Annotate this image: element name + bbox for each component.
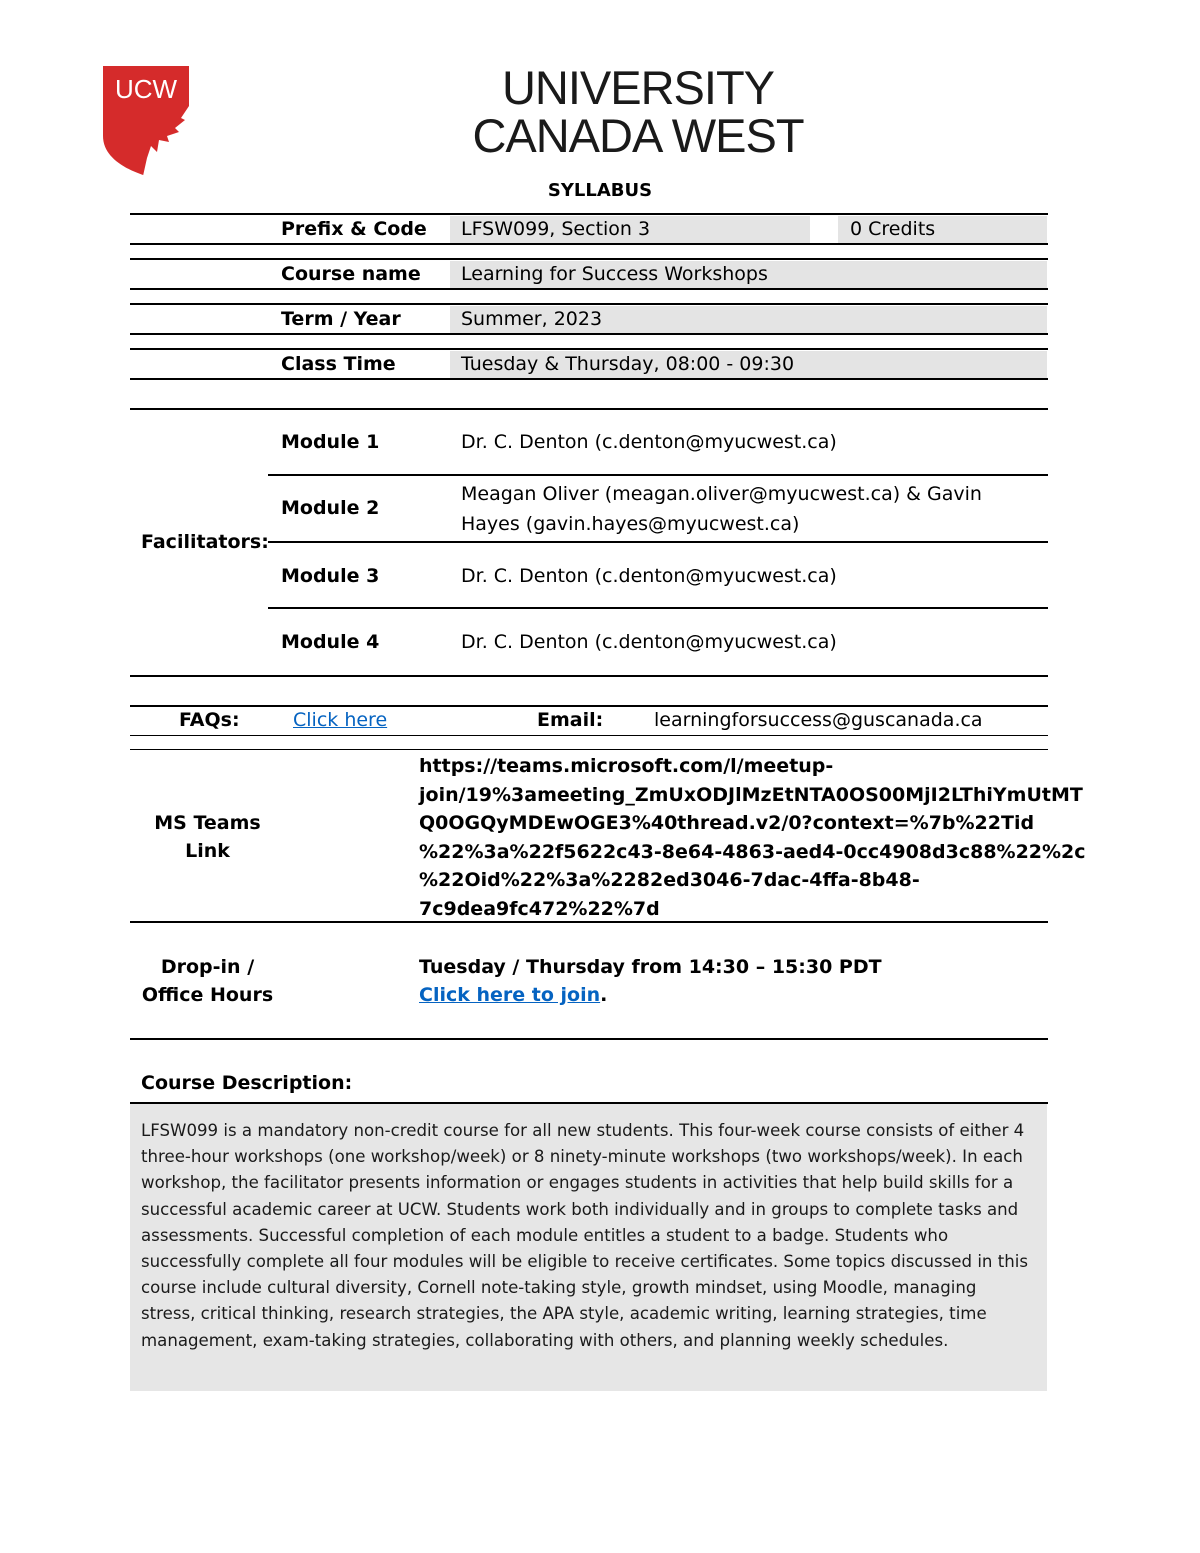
credits-value: 0 Credits (850, 218, 936, 240)
teams-url-line: https://teams.microsoft.com/l/meetup- (419, 755, 834, 777)
module-1-facilitator: Dr. C. Denton (c.denton@myucwest.ca) (461, 431, 837, 453)
prefix-label: Prefix & Code (281, 218, 427, 240)
university-line-1: UNIVERSITY (501, 61, 775, 114)
facilitators-label: Facilitators: (141, 531, 269, 553)
logo-text: UCW (114, 74, 178, 104)
module-3-facilitator: Dr. C. Denton (c.denton@myucwest.ca) (461, 565, 837, 587)
divider (130, 675, 1048, 677)
teams-label-line-1: MS Teams (154, 812, 261, 834)
ucw-logo (103, 66, 189, 176)
faq-link[interactable]: Click here (293, 709, 388, 731)
term-label: Term / Year (281, 308, 401, 330)
divider (130, 213, 1048, 215)
divider (130, 705, 1048, 707)
university-name (458, 61, 818, 162)
module-4-facilitator: Dr. C. Denton (c.denton@myucwest.ca) (461, 631, 837, 653)
divider (130, 288, 1048, 290)
divider (268, 541, 1048, 543)
join-suffix: . (600, 984, 608, 1006)
divider (130, 258, 1048, 260)
divider (130, 333, 1048, 335)
divider (130, 1038, 1048, 1040)
teams-url-line: Q0OGQyMDEwOGE3%40thread.v2/0?context=%7b%22Tid (419, 812, 1035, 834)
teams-label-line-2: Link (185, 840, 230, 862)
divider (268, 474, 1048, 476)
divider (130, 749, 1048, 750)
office-hours-label-line-1: Drop-in / (160, 956, 255, 978)
module-2-facilitator-line-1: Meagan Oliver (meagan.oliver@myucwest.ca) & Gavin (461, 483, 982, 505)
teams-url-line: 7c9dea9fc472%22%7d (419, 897, 660, 920)
module-2-label: Module 2 (281, 497, 380, 519)
divider (130, 408, 1048, 410)
divider (130, 735, 1048, 736)
divider (268, 607, 1048, 609)
teams-url-line: join/19%3ameeting_ZmUxODJlMzEtNTA0OS00MjI2LThiYmUtMT (419, 783, 1083, 806)
divider (130, 348, 1048, 350)
divider (130, 243, 1048, 245)
divider (130, 303, 1048, 305)
module-1-label: Module 1 (281, 431, 380, 453)
teams-url-line: %22Oid%22%3a%2282ed3046-7dac-4ffa-8b48- (419, 869, 920, 891)
university-line-2: CANADA WEST (472, 109, 804, 162)
course-name-label: Course name (281, 263, 421, 285)
teams-url[interactable] (419, 752, 1086, 923)
office-hours-join (419, 984, 607, 1006)
divider (130, 378, 1048, 380)
office-hours-schedule: Tuesday / Thursday from 14:30 – 15:30 PDT (419, 956, 882, 978)
page-title: SYLLABUS (547, 180, 653, 201)
module-4-label: Module 4 (281, 631, 380, 653)
divider (130, 921, 1048, 923)
join-link[interactable]: Click here to join (419, 984, 601, 1006)
term-value: Summer, 2023 (461, 308, 603, 330)
course-name-value: Learning for Success Workshops (461, 263, 768, 285)
email-value: learningforsuccess@guscanada.ca (654, 709, 983, 731)
module-3-label: Module 3 (281, 565, 380, 587)
email-label: Email: (537, 709, 604, 731)
description-heading: Course Description: (141, 1072, 353, 1094)
office-hours-label-line-2: Office Hours (141, 984, 274, 1006)
class-time-label: Class Time (281, 353, 396, 375)
faq-label: FAQs: (179, 709, 240, 731)
teams-url-line: %22%3a%22f5622c43-8e64-4863-aed4-0cc4908d3c88%22%2c (419, 840, 1086, 863)
prefix-value: LFSW099, Section 3 (461, 218, 651, 240)
description-text: LFSW099 is a mandatory non-credit course for all new students. This four-week course consists of either 4 three-hour workshops (one workshop/week) or 8 ninety-minute workshops (two workshops/week). In each workshop, the facilitator presents information or engages students in activities that help build skills for a successful academic career at UCW. Students work both individually and in groups to complete tasks and assessments. Successful completion of each module entitles a student to a badge. Students who successfully complete all four modules will be eligible to receive certificates. Some topics discussed in this course include cultural diversity, Cornell note-taking style, growth mindset, using Moodle, managing stress, critical thinking, research strategies, the APA style, academic writing, learning strategies, time management, exam-taking strategies, collaborating with others, and planning weekly schedules. (141, 1121, 1029, 1350)
class-time-value: Tuesday & Thursday, 08:00 - 09:30 (461, 353, 795, 375)
module-2-facilitator-line-2: Hayes (gavin.hayes@myucwest.ca) (461, 513, 800, 535)
